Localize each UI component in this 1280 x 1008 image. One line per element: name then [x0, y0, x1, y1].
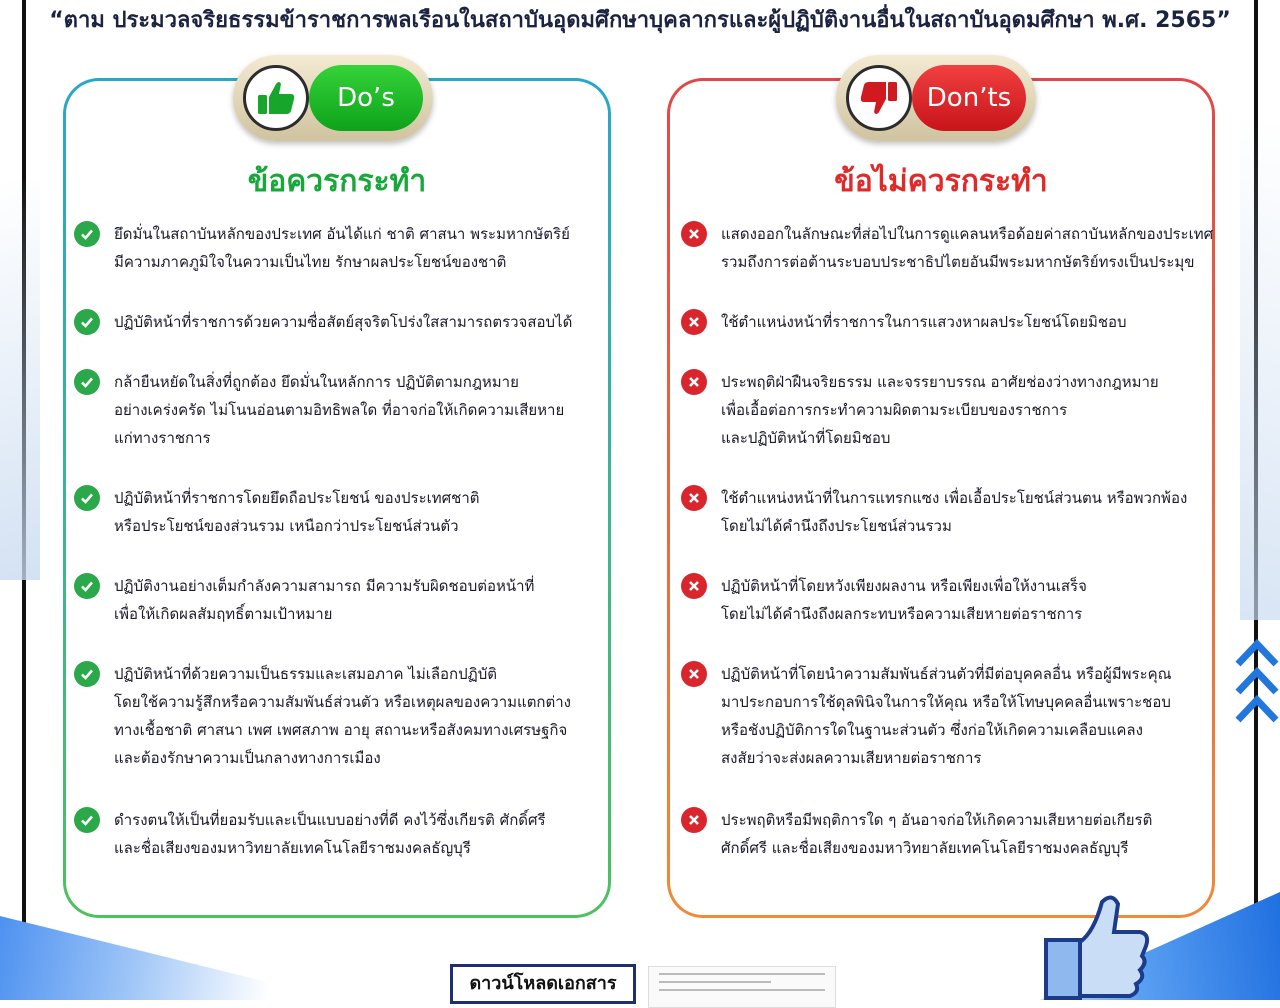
item-text-line: และต้องรักษาความเป็นกลางทางการเมือง	[114, 749, 381, 767]
check-icon	[74, 369, 100, 395]
dos-item-text	[114, 308, 572, 336]
item-text-line: ยึดมั่นในสถาบันหลักของประเทศ อันได้แก่ ชาติ ศาสนา พระมหากษัตริย์	[114, 225, 570, 243]
donts-item-text	[721, 368, 1159, 452]
item-text-line: ปฏิบัติหน้าที่ราชการโดยยึดถือประโยชน์ ของประเทศชาติ	[114, 489, 480, 507]
item-text-line: มีความภาคภูมิใจในความเป็นไทย รักษาผลประโยชน์ของชาติ	[114, 253, 507, 271]
background-stripe-left	[0, 180, 40, 580]
dos-item-text	[114, 806, 546, 862]
chevron-up-icon	[1234, 636, 1280, 732]
check-icon	[74, 661, 100, 687]
dos-item-text	[114, 660, 571, 772]
dos-badge-label: Do’s	[337, 83, 395, 113]
item-text-line: ใช้ตำแหน่งหน้าที่ราชการในการแสวงหาผลประโยชน์โดยมิชอบ	[721, 313, 1127, 331]
item-text-line: รวมถึงการต่อต้านระบอบประชาธิปไตยอันมีพระมหากษัตริย์ทรงเป็นประมุข	[721, 253, 1195, 271]
item-text-line: ปฏิบัติงานอย่างเต็มกำลังความสามารถ มีความรับผิดชอบต่อหน้าที่	[114, 577, 535, 595]
donts-badge	[836, 55, 1036, 141]
check-icon	[74, 309, 100, 335]
item-text-line: หรือชังปฏิบัติการใดในฐานะส่วนตัว ซึ่งก่อให้เกิดความเคลือบแคลง	[721, 721, 1143, 739]
cross-icon	[681, 661, 707, 687]
item-text-line: โดยใช้ความรู้สึกหรือความสัมพันธ์ส่วนตัว หรือเหตุผลของความแตกต่าง	[114, 693, 572, 711]
donts-title: ข้อไม่ควรกระทำ	[834, 164, 1048, 199]
item-text-line: ใช้ตำแหน่งหน้าที่ในการแทรกแซง เพื่อเอื้อประโยชน์ส่วนตน หรือพวกพ้อง	[721, 489, 1188, 507]
page-heading: “ตาม ประมวลจริยธรรมข้าราชการพลเรือนในสถาบันอุดมศึกษาบุคลากรและผู้ปฏิบัติงานอื่นในสถาบันอุดมศึกษา พ.ศ. 2565”	[49, 8, 1231, 33]
thumbs-up-hand-icon	[1040, 892, 1170, 1000]
document-thumbnail[interactable]	[648, 966, 836, 1008]
item-text-line: สงสัยว่าจะส่งผลความเสียหายต่อราชการ	[721, 749, 982, 767]
cross-icon	[681, 573, 707, 599]
item-text-line: ปฏิบัติหน้าที่ด้วยความเป็นธรรมและเสมอภาค ไม่เลือกปฏิบัติ	[114, 665, 497, 683]
item-text-line: แสดงออกในลักษณะที่ส่อไปในการดูแคลนหรือด้อยค่าสถาบันหลักของประเทศ	[721, 225, 1214, 243]
donts-item-text	[721, 220, 1213, 276]
background-stripe-right	[1240, 120, 1280, 620]
dos-item-text	[114, 220, 570, 276]
thumbs-down-icon	[846, 65, 912, 131]
item-text-line: และปฏิบัติหน้าที่โดยมิชอบ	[721, 429, 891, 447]
item-text-line: ประพฤติฝ่าฝืนจริยธรรม และจรรยาบรรณ อาศัยช่องว่างทางกฎหมาย	[721, 373, 1159, 391]
item-text-line: เพื่อเอื้อต่อการกระทำความผิดตามระเบียบของราชการ	[721, 401, 1068, 419]
item-text-line: มาประกอบการใช้ดุลพินิจในการให้คุณ หรือให้โทษบุคคลอื่นเพราะชอบ	[721, 693, 1171, 711]
dos-item-text	[114, 572, 534, 628]
item-text-line: และชื่อเสียงของมหาวิทยาลัยเทคโนโลยีราชมงคลธัญบุรี	[114, 839, 471, 857]
item-text-line: เพื่อให้เกิดผลสัมฤทธิ์ตามเป้าหมาย	[114, 605, 333, 623]
donts-item-text	[721, 484, 1187, 540]
cross-icon	[681, 221, 707, 247]
dos-badge	[233, 55, 433, 141]
item-text-line: ปฏิบัติหน้าที่ราชการด้วยความซื่อสัตย์สุจริตโปร่งใสสามารถตรวจสอบได้	[114, 313, 573, 331]
check-icon	[74, 807, 100, 833]
item-text-line: ปฏิบัติหน้าที่โดยนำความสัมพันธ์ส่วนตัวที่มีต่อบุคคลอื่น หรือผู้มีพระคุณ	[721, 665, 1172, 683]
item-text-line: โดยไม่ได้คำนึงถึงผลกระทบหรือความเสียหายต่อราชการ	[721, 605, 1083, 623]
dos-title: ข้อควรกระทำ	[247, 164, 427, 199]
donts-item-text	[721, 660, 1172, 772]
check-icon	[74, 221, 100, 247]
item-text-line: ทางเชื้อชาติ ศาสนา เพศ เพศสภาพ อายุ สถานะหรือสังคมทางเศรษฐกิจ	[114, 721, 568, 739]
item-text-line: ดำรงตนให้เป็นที่ยอมรับและเป็นแบบอย่างที่ดี คงไว้ซึ่งเกียรติ ศักดิ์ศรี	[114, 811, 546, 829]
thumbs-up-icon	[243, 65, 309, 131]
dos-item-text	[114, 368, 564, 452]
dos-item-text	[114, 484, 480, 540]
donts-badge-label: Don’ts	[926, 83, 1012, 113]
cross-icon	[681, 485, 707, 511]
item-text-line: แก่ทางราชการ	[114, 429, 211, 447]
cross-icon	[681, 369, 707, 395]
item-text-line: ปฏิบัติหน้าที่โดยหวังเพียงผลงาน หรือเพียงเพื่อให้งานเสร็จ	[721, 577, 1087, 595]
cross-icon	[681, 309, 707, 335]
item-text-line: โดยไม่ได้คำนึงถึงประโยชน์ส่วนรวม	[721, 517, 952, 535]
donts-item-text	[721, 806, 1152, 862]
download-document-button[interactable]: ดาวน์โหลดเอกสาร	[450, 964, 636, 1004]
donts-item-text	[721, 572, 1087, 628]
cross-icon	[681, 807, 707, 833]
item-text-line: หรือประโยชน์ของส่วนรวม เหนือกว่าประโยชน์ส่วนตัว	[114, 517, 459, 535]
item-text-line: อย่างเคร่งครัด ไม่โนนอ่อนตามอิทธิพลใด ที่อาจก่อให้เกิดความเสียหาย	[114, 401, 565, 419]
check-icon	[74, 485, 100, 511]
donts-item-text	[721, 308, 1127, 336]
item-text-line: ประพฤติหรือมีพฤติการใด ๆ อันอาจก่อให้เกิดความเสียหายต่อเกียรติ	[721, 811, 1153, 829]
item-text-line: กล้ายืนหยัดในสิ่งที่ถูกต้อง ยึดมั่นในหลักการ ปฏิบัติตามกฎหมาย	[114, 373, 519, 391]
check-icon	[74, 573, 100, 599]
item-text-line: ศักดิ์ศรี และชื่อเสียงของมหาวิทยาลัยเทคโนโลยีราชมงคลธัญบุรี	[721, 839, 1129, 857]
